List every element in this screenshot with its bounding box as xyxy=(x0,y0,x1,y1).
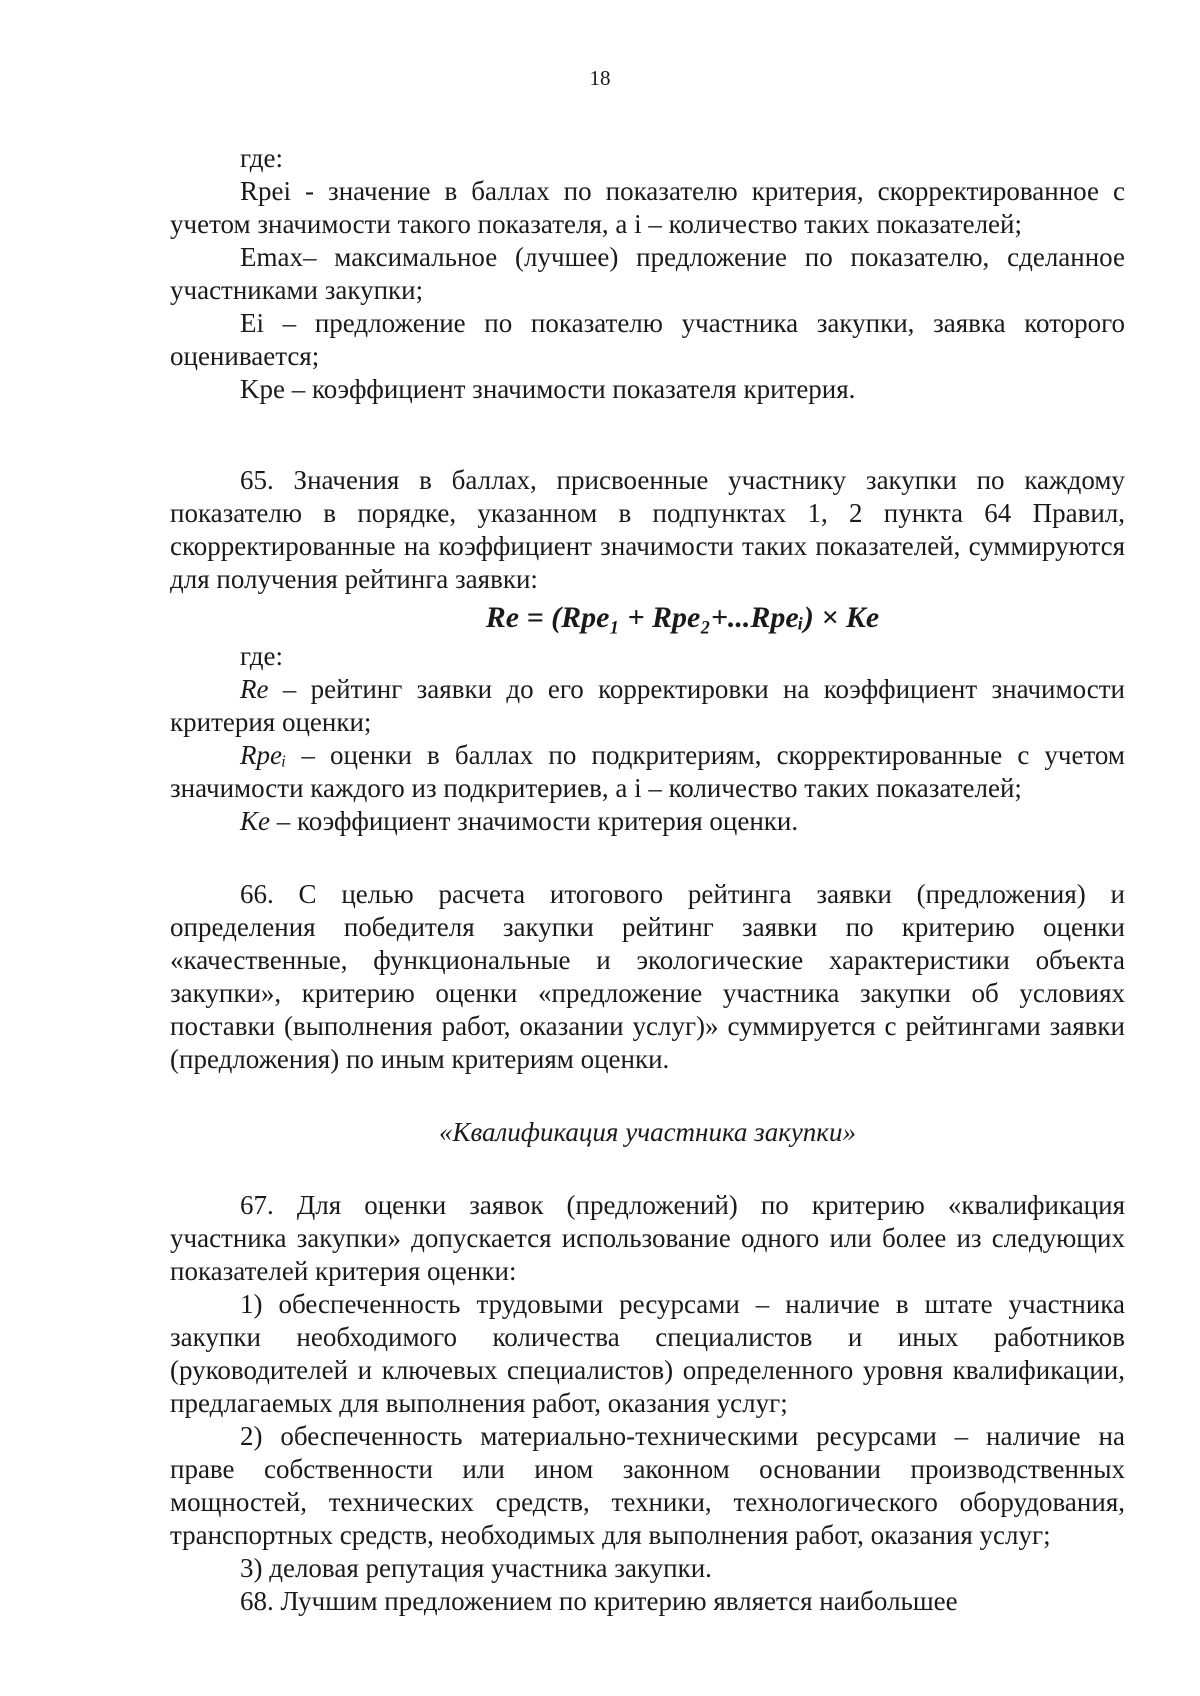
where-label: где: xyxy=(240,143,283,173)
term-re: Re xyxy=(240,674,269,704)
where-label-2: где: xyxy=(240,641,283,671)
term-ke: Ke xyxy=(240,806,270,836)
definition-kpe: Kpe – коэффициент значимости показателя критерия. xyxy=(240,374,856,404)
definition-ke-text: – коэффициент значимости критерия оценки. xyxy=(270,806,799,836)
page-number: 18 xyxy=(589,66,611,90)
paragraph-67: 67. Для оценки заявок (предложений) по критерию «квалификация участника закупки» допускается использование одного или более из следующих показателей критерия оценки: xyxy=(170,1190,1125,1286)
paragraph-68: 68. Лучшим предложением по критерию является наибольшее xyxy=(240,1586,958,1616)
list-item-1: 1) обеспеченность трудовыми ресурсами – наличие в штате участника закупки необходимого количества специалистов и иных работников (руководителей и ключевых специалистов) определенного уровня квалификации, предлагаемых для выполнения работ, оказания услуг; xyxy=(170,1289,1125,1418)
paragraph-66: 66. С целью расчета итогового рейтинга заявки (предложения) и определения победителя закупки рейтинг заявки по критерию оценки «качественные, функциональные и экологические характеристики объекта закупки», критерию оценки «предложение участника закупки об условиях поставки (выполнения работ, оказании услуг)» суммируется с рейтингами заявки (предложения) по иным критериям оценки. xyxy=(170,879,1125,1074)
page-content xyxy=(170,142,1125,1618)
section-heading: «Квалификация участника закупки» xyxy=(439,1117,856,1147)
list-item-3: 3) деловая репутация участника закупки. xyxy=(240,1553,712,1583)
definition-rpe-i xyxy=(170,739,1125,805)
list-item-2: 2) обеспеченность материально-техническими ресурсами – наличие на праве собственности или ином законном основании производственных мощностей, технических средств, техники, технологического оборудования, транспортных средств, необходимых для выполнения работ, оказания услуг; xyxy=(170,1421,1125,1550)
definition-re-text: – рейтинг заявки до его корректировки на коэффициент значимости критерия оценки; xyxy=(170,674,1125,737)
definition-ei: Ei – предложение по показателю участника закупки, заявка которого оценивается; xyxy=(170,308,1125,371)
term-rpe-i: Rpeᵢ xyxy=(240,740,287,770)
definition-rpe-i-text: – оценки в баллах по подкритериям, скорректированные с учетом значимости каждого из подкритериев, а i – количество таких показателей; xyxy=(170,740,1125,803)
definition-emax: Emax– максимальное (лучшее) предложение по показателю, сделанное участниками закупки; xyxy=(170,242,1125,305)
definition-re xyxy=(170,673,1125,739)
paragraph-65: 65. Значения в баллах, присвоенные участнику закупки по каждому показателю в порядке, указанном в подпунктах 1, 2 пункта 64 Правил, скорректированные на коэффициент значимости таких показателей, суммируются для получения рейтинга заявки: xyxy=(170,465,1125,594)
definition-ke xyxy=(170,805,1125,838)
rating-formula: Re = (Rpe₁ + Rpe₂+...Rpeᵢ) × Ke xyxy=(485,601,880,634)
definition-rpei: Rpei - значение в баллах по показателю критерия, скорректированное с учетом значимости такого показателя, а i – количество таких показателей; xyxy=(170,176,1125,239)
